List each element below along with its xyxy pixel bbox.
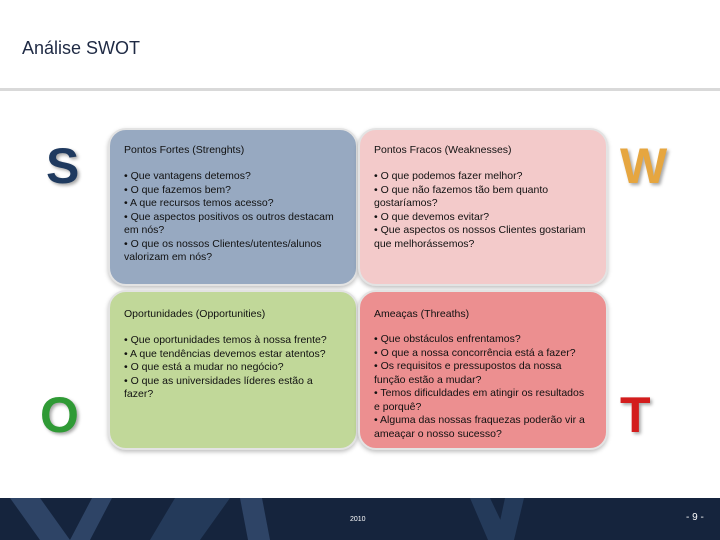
quadrant-list	[374, 170, 592, 251]
list-item: • Que obstáculos enfrentamos?	[374, 333, 521, 345]
list-item: • Os requisitos e pressupostos da nossa função estão a mudar?	[374, 360, 562, 386]
page-number: - 9 -	[686, 512, 704, 523]
list-item: • Que oportunidades temos à nossa frente?	[124, 334, 327, 346]
title-divider	[0, 88, 720, 91]
list-item: • Alguma das nossas fraquezas poderão vir a ameaçar o nosso sucesso?	[374, 414, 585, 440]
quadrant-heading: Ameaças (Threaths)	[374, 308, 470, 320]
list-item: • Que aspectos os nossos Clientes gostariam que melhorássemos?	[374, 224, 586, 250]
quadrant-list	[124, 170, 342, 265]
list-item: • O que os nossos Clientes/utentes/alunos valorizam em nós?	[124, 237, 322, 263]
list-item: • O que a nossa concorrência está a fazer?	[374, 346, 576, 359]
quadrant-strengths	[108, 128, 358, 286]
list-item: • O que as universidades líderes estão a fazer?	[124, 374, 313, 400]
list-item: • Que vantagens detemos?	[124, 170, 251, 182]
list-item: • Temos dificuldades em atingir os resultados e porquê?	[374, 387, 585, 413]
quadrant-list	[124, 334, 342, 402]
quadrant-heading: Pontos Fortes (Strenghts)	[124, 144, 245, 156]
letter-w: W	[620, 138, 668, 194]
slide-title: Análise SWOT	[22, 38, 141, 58]
quadrant-list	[374, 333, 592, 441]
quadrant-heading: Oportunidades (Opportunities)	[124, 308, 266, 320]
list-item: • A que recursos temos acesso?	[124, 197, 274, 209]
footer-bar	[0, 498, 720, 540]
list-item: • O que está a mudar no negócio?	[124, 361, 284, 373]
list-item: • O que devemos evitar?	[374, 210, 490, 223]
letter-s: S	[46, 138, 80, 194]
list-item: • O que podemos fazer melhor?	[374, 170, 523, 182]
letter-t: T	[620, 387, 651, 443]
quadrant-threats	[358, 290, 608, 450]
footer-year: 2010	[350, 516, 366, 523]
quadrant-heading: Pontos Fracos (Weaknesses)	[374, 144, 512, 156]
quadrant-opportunities	[108, 290, 358, 450]
letter-o: O	[40, 387, 79, 443]
list-item: • O que fazemos bem?	[124, 183, 231, 196]
list-item: • Que aspectos positivos os outros destacam em nós?	[124, 210, 334, 236]
list-item: • O que não fazemos tão bem quanto gostaríamos?	[374, 183, 549, 209]
list-item: • A que tendências devemos estar atentos?	[124, 347, 326, 360]
quadrant-weaknesses	[358, 128, 608, 286]
